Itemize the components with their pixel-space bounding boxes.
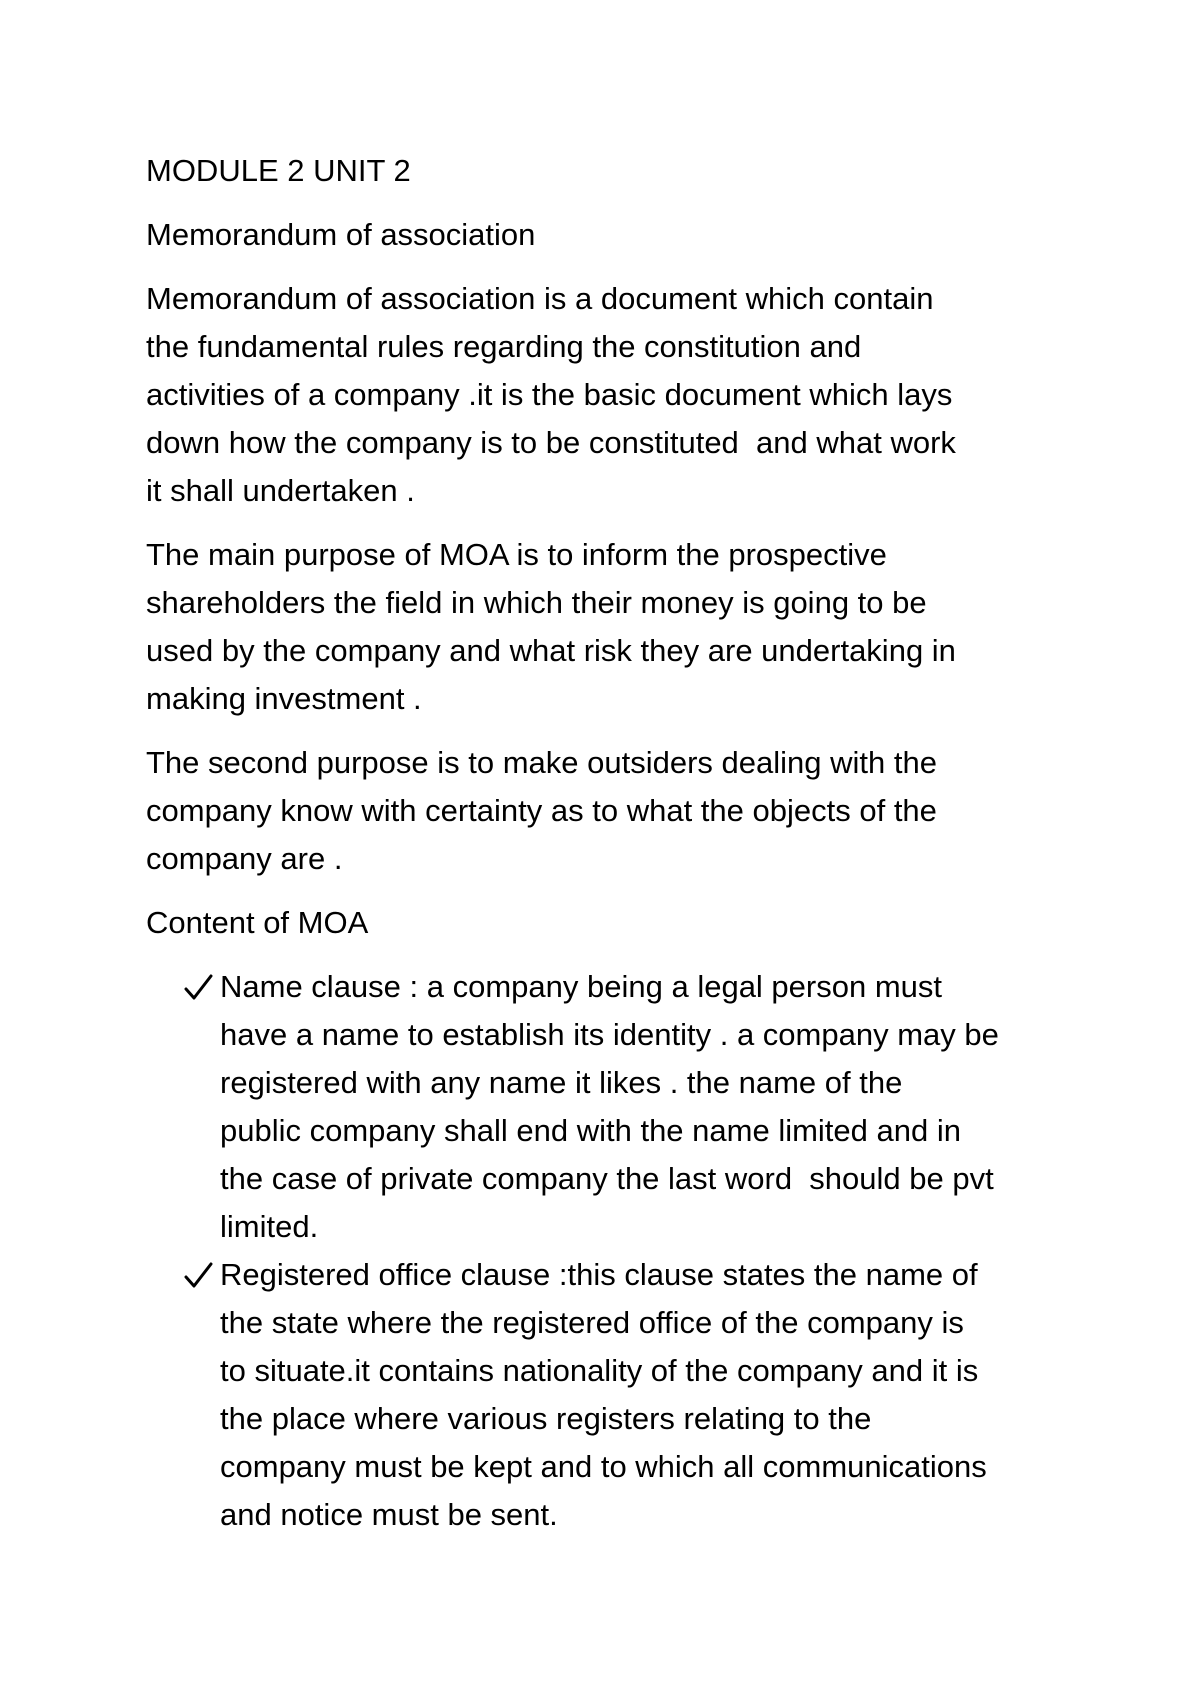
paragraph-line: activities of a company .it is the basic document which lays xyxy=(146,377,953,412)
checkmark-icon xyxy=(184,963,216,1011)
paragraph-line: making investment . xyxy=(146,681,422,716)
paragraph-line: The second purpose is to make outsiders dealing with the xyxy=(146,745,937,780)
list-item-line: to situate.it contains nationality of the company and it is xyxy=(220,1353,979,1388)
paragraph-line: the fundamental rules regarding the constitution and xyxy=(146,329,862,364)
list-item-line: registered with any name it likes . the name of the xyxy=(220,1065,903,1100)
section-title: Memorandum of association xyxy=(146,217,536,252)
list-item-line: limited. xyxy=(220,1209,319,1244)
paragraph-main-purpose xyxy=(146,531,1076,723)
list-item-line: company must be kept and to which all communications xyxy=(220,1449,987,1484)
list-item-line: and notice must be sent. xyxy=(220,1497,558,1532)
paragraph-line: it shall undertaken . xyxy=(146,473,415,508)
list-item-line: public company shall end with the name limited and in xyxy=(220,1113,961,1148)
list-item-name-clause xyxy=(146,963,1076,1251)
paragraph-definition xyxy=(146,275,1076,515)
paragraph-line: down how the company is to be constituted and what work xyxy=(146,425,956,460)
list-item-line: Name clause : a company being a legal person must xyxy=(220,969,943,1004)
module-title: MODULE 2 UNIT 2 xyxy=(146,153,411,188)
list-item-line: Registered office clause :this clause states the name of xyxy=(220,1257,978,1292)
list-item-line: the state where the registered office of the company is xyxy=(220,1305,964,1340)
paragraph-line: company are . xyxy=(146,841,343,876)
list-item-line: the case of private company the last word should be pvt xyxy=(220,1161,994,1196)
checkmark-icon xyxy=(184,1251,216,1299)
document-page xyxy=(146,147,1076,1539)
paragraph-line: Memorandum of association is a document which contain xyxy=(146,281,934,316)
paragraph-line: company know with certainty as to what the objects of the xyxy=(146,793,937,828)
paragraph-line: used by the company and what risk they are undertaking in xyxy=(146,633,956,668)
content-heading: Content of MOA xyxy=(146,905,369,940)
list-item-line: the place where various registers relating to the xyxy=(220,1401,872,1436)
paragraph-second-purpose xyxy=(146,739,1076,883)
content-list xyxy=(146,963,1076,1539)
list-item-line: have a name to establish its identity . a company may be xyxy=(220,1017,999,1052)
paragraph-line: The main purpose of MOA is to inform the prospective xyxy=(146,537,887,572)
paragraph-line: shareholders the field in which their money is going to be xyxy=(146,585,927,620)
list-item-registered-office-clause xyxy=(146,1251,1076,1539)
